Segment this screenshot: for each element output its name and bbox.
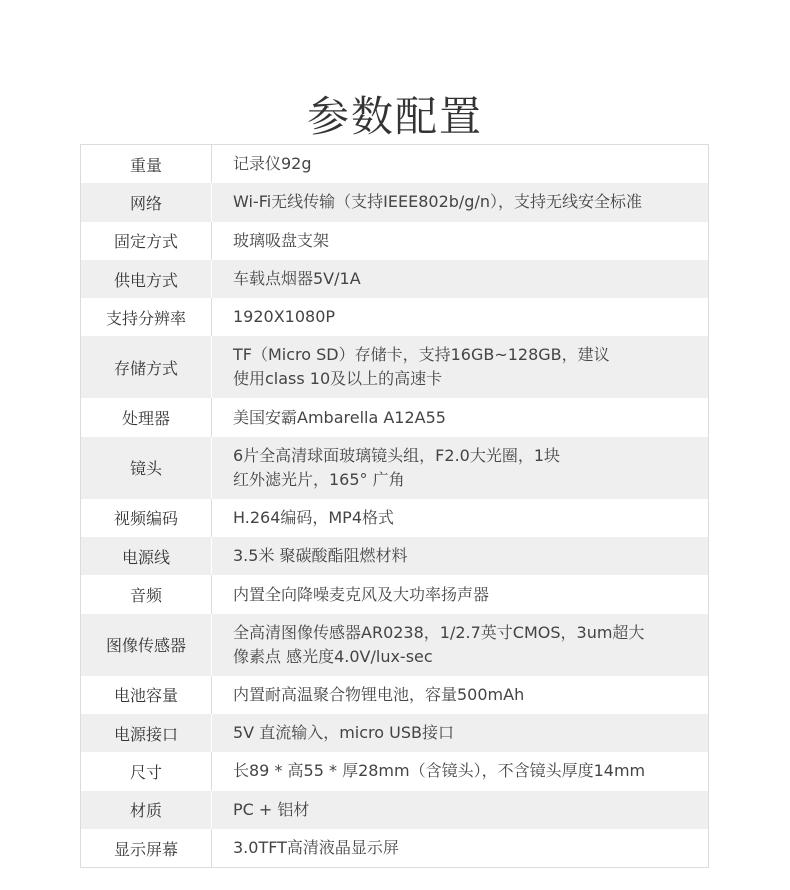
spec-label: 处理器 [81, 398, 212, 436]
spec-row [81, 336, 708, 398]
spec-label: 存储方式 [81, 336, 212, 398]
spec-row [81, 437, 708, 499]
spec-label: 音频 [81, 575, 212, 613]
spec-row [81, 829, 708, 867]
spec-label: 电池容量 [81, 676, 212, 714]
spec-value [212, 836, 407, 860]
spec-label: 视频编码 [81, 499, 212, 537]
spec-value [212, 406, 454, 430]
spec-value-line: H.264编码，MP4格式 [233, 507, 395, 527]
spec-label: 材质 [81, 791, 212, 829]
spec-row [81, 614, 708, 676]
spec-row [81, 676, 708, 714]
spec-value [212, 721, 462, 745]
spec-row [81, 499, 708, 537]
spec-value-line: PC + 铝材 [233, 799, 310, 819]
spec-value [212, 759, 653, 783]
spec-value-line: 美国安霸Ambarella A12A55 [233, 407, 446, 427]
spec-row [81, 222, 708, 260]
spec-value-line: 全高清图像传感器AR0238，1/2.7英寸CMOS，3um超大 [233, 622, 645, 642]
spec-value-line: 1920X1080P [233, 307, 336, 327]
spec-value-line: 内置全向降噪麦克风及大功率扬声器 [233, 584, 490, 604]
spec-value [212, 190, 650, 214]
spec-value [212, 798, 317, 822]
spec-label: 图像传感器 [81, 614, 212, 676]
spec-row [81, 260, 708, 298]
spec-label: 镜头 [81, 437, 212, 499]
spec-value-line: 6片全高清球面玻璃镜头组，F2.0大光圈，1块 [233, 445, 561, 465]
spec-table [80, 144, 709, 868]
spec-row [81, 537, 708, 575]
spec-label: 电源线 [81, 537, 212, 575]
spec-label: 供电方式 [81, 260, 212, 298]
spec-label: 支持分辨率 [81, 298, 212, 336]
spec-value [212, 267, 369, 291]
spec-value [212, 152, 320, 176]
spec-value [212, 544, 416, 568]
spec-row [81, 398, 708, 436]
spec-value-line: Wi-Fi无线传输（支持IEEE802b/g/n），支持无线安全标准 [233, 192, 642, 212]
spec-value [212, 343, 618, 391]
spec-label: 固定方式 [81, 222, 212, 260]
spec-value [212, 229, 337, 253]
spec-label: 显示屏幕 [81, 829, 212, 867]
page-title: 参数配置 [306, 92, 483, 142]
spec-value-line: 像素点 感光度4.0V/lux-sec [233, 646, 433, 666]
spec-value [212, 506, 402, 530]
spec-value-line: 3.5米 聚碳酸酯阻燃材料 [233, 546, 408, 566]
spec-value [212, 583, 497, 607]
spec-value [212, 305, 343, 329]
spec-label: 网络 [81, 183, 212, 221]
spec-value-line: 使用class 10及以上的高速卡 [233, 369, 443, 389]
spec-row [81, 298, 708, 336]
spec-value-line: 长89 * 高55 * 厚28mm（含镜头），不含镜头厚度14mm [233, 761, 646, 781]
spec-row [81, 575, 708, 613]
spec-value-line: 玻璃吸盘支架 [233, 230, 330, 250]
spec-value-line: 5V 直流输入，micro USB接口 [233, 723, 454, 743]
spec-label: 电源接口 [81, 714, 212, 752]
spec-row [81, 714, 708, 752]
spec-value-line: 3.0TFT高清液晶显示屏 [233, 838, 399, 857]
spec-value-line: 车载点烟器5V/1A [233, 269, 361, 289]
spec-row [81, 145, 708, 183]
spec-value-line: TF（Micro SD）存储卡，支持16GB~128GB，建议 [233, 345, 610, 365]
spec-value [212, 621, 652, 669]
spec-row [81, 752, 708, 790]
spec-row [81, 791, 708, 829]
spec-row [81, 183, 708, 221]
spec-value [212, 444, 568, 492]
spec-label: 尺寸 [81, 752, 212, 790]
spec-value-line: 内置耐高温聚合物锂电池，容量500mAh [233, 684, 525, 704]
spec-label: 重量 [81, 145, 212, 183]
spec-value-line: 红外滤光片，165° 广角 [233, 469, 405, 489]
spec-value [212, 683, 532, 707]
spec-value-line: 记录仪92g [233, 154, 312, 174]
